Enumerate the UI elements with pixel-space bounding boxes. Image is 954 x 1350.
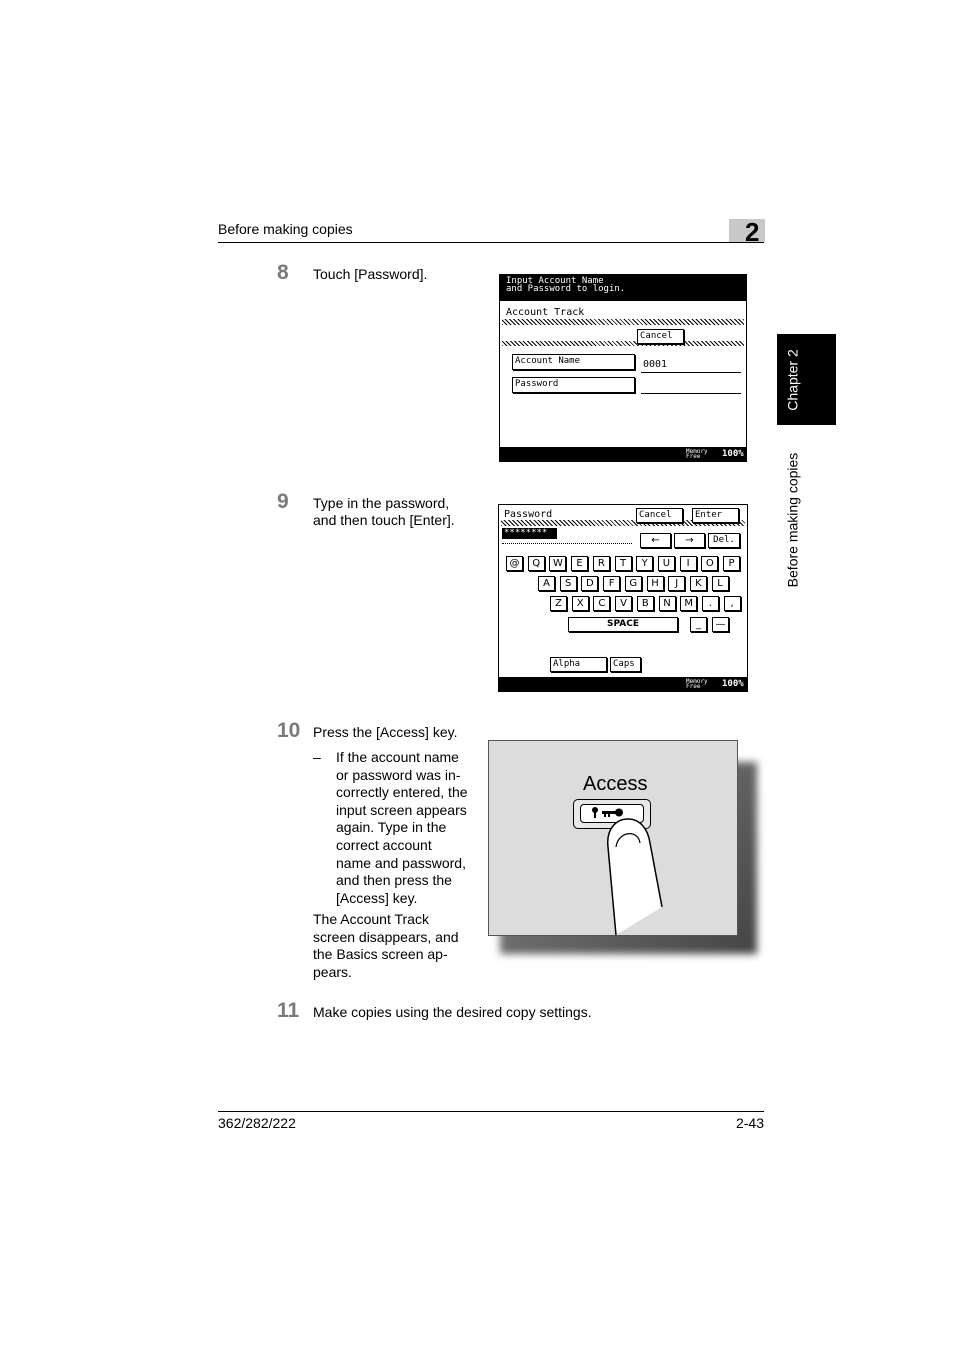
screen2-status-bar [499,677,747,691]
screen1-memory-label-2: Free [686,453,701,460]
screen2-memory-label-1: Memory [686,678,708,685]
screen1-memory-label-1: Memory [686,448,708,455]
step-9-text-line1: Type in the password, [313,495,450,511]
screen1-message-line2: and Password to login. [506,284,626,294]
password-input-field[interactable] [502,528,557,539]
underscore-key[interactable]: _ [690,617,707,632]
key-row2-4[interactable]: G [625,576,642,591]
screen2-enter-button[interactable]: Enter [692,508,739,523]
delete-key[interactable]: Del. [708,533,740,548]
step-10-bullet-line: [Access] key. [336,889,418,906]
step-10-text: Press the [Access] key. [313,724,458,740]
step-10-bullet-line: or password was in- [336,766,461,783]
step-11-text: Make copies using the desired copy settings. [313,1004,592,1020]
key-row1-2[interactable]: W [549,556,566,571]
step-10-note-line: screen disappears, and [313,928,459,945]
screen2-memory-label-2: Free [686,683,701,690]
key-row3-7[interactable]: . [702,596,719,611]
header-rule [218,242,764,243]
access-label: Access [583,773,648,795]
key-row3-2[interactable]: C [593,596,610,611]
chapter-side-label-wrap [777,334,808,425]
key-row1-5[interactable]: T [615,556,632,571]
step-9-text-line2: and then touch [Enter]. [313,512,455,528]
screen1-cancel-button[interactable]: Cancel [637,329,684,344]
key-row2-2[interactable]: D [581,576,598,591]
cursor-left-key[interactable]: ← [640,533,671,548]
dash-key[interactable]: — [712,617,729,632]
chapter-number: 2 [745,217,760,247]
key-row1-10[interactable]: P [723,556,740,571]
key-row3-8[interactable]: , [724,596,741,611]
chapter-side-label: Chapter 2 [784,348,801,411]
key-row1-9[interactable]: O [701,556,718,571]
step-10-note-line: pears. [313,963,352,980]
key-row2-7[interactable]: K [690,576,707,591]
key-row2-1[interactable]: S [560,576,577,591]
password-underline [641,393,741,394]
step-10-bullet-line: again. Type in the [336,819,447,836]
screen2-memory-value: 100% [722,679,744,689]
key-row2-3[interactable]: F [603,576,620,591]
account-name-value: 0001 [643,359,668,370]
key-row1-0[interactable]: @ [506,556,523,571]
key-row3-1[interactable]: X [572,596,589,611]
account-name-underline [641,372,741,373]
key-row1-3[interactable]: E [571,556,588,571]
step-10-note-line: the Basics screen ap- [313,946,448,963]
step-10-bullet-line: input screen appears [336,801,467,818]
screen1-hatch-mid [502,341,744,346]
step-10-bullet-line: name and password, [336,854,466,871]
step-10-bullet-line: and then press the [336,872,452,889]
step-10-bullet-dash: – [313,749,321,765]
step-8-text: Touch [Password]. [313,266,428,282]
key-row1-6[interactable]: Y [636,556,653,571]
step-9-number: 9 [277,490,289,513]
screen1-memory-value: 100% [722,449,744,459]
screen1-hatch-top [502,319,744,325]
key-row1-1[interactable]: Q [528,556,545,571]
password-masked-value: ******** [504,528,548,538]
finger-icon [604,817,674,937]
caps-button[interactable]: Caps [610,657,641,672]
input-underline [502,543,632,544]
access-key-illustration [488,740,738,936]
key-row3-5[interactable]: N [659,596,676,611]
key-row1-7[interactable]: U [658,556,675,571]
screen2-cancel-button[interactable]: Cancel [636,508,683,523]
footer-page-number: 2-43 [735,1115,764,1131]
screen1-message-line1: Input Account Name [506,276,604,286]
key-row3-3[interactable]: V [615,596,632,611]
account-track-screen [499,274,747,462]
space-key[interactable]: SPACE [568,617,678,632]
key-row2-6[interactable]: J [668,576,685,591]
footer-rule [218,1111,764,1112]
step-10-note-line: The Account Track [313,911,429,927]
step-10-bullet-line: correct account [336,837,432,853]
screen1-message-bar [500,275,746,301]
screen1-status-bar [500,447,746,461]
key-row3-4[interactable]: B [637,596,654,611]
key-row2-8[interactable]: L [712,576,729,591]
key-row1-8[interactable]: I [680,556,697,571]
account-name-button[interactable]: Account Name [512,354,635,370]
section-side-label-wrap [777,430,808,610]
cursor-right-key[interactable]: → [674,533,705,548]
key-row3-0[interactable]: Z [550,596,567,611]
step-10-bullet-line: If the account name [336,749,459,765]
screen1-title: Account Track [506,307,585,318]
step-10-number: 10 [277,719,301,742]
header-title: Before making copies [218,221,353,237]
step-10-bullet-line: correctly entered, the [336,784,468,801]
screen2-title: Password [504,509,553,520]
key-row2-0[interactable]: A [538,576,555,591]
password-button[interactable]: Password [512,377,635,393]
footer-model: 362/282/222 [218,1115,296,1131]
password-keyboard-screen [498,504,748,692]
key-row3-6[interactable]: M [680,596,697,611]
section-side-label: Before making copies [784,452,801,588]
step-11-number: 11 [277,999,300,1022]
key-row1-4[interactable]: R [593,556,610,571]
key-row2-5[interactable]: H [647,576,664,591]
step-8-number: 8 [277,261,289,284]
alpha-button[interactable]: Alpha [550,657,607,672]
